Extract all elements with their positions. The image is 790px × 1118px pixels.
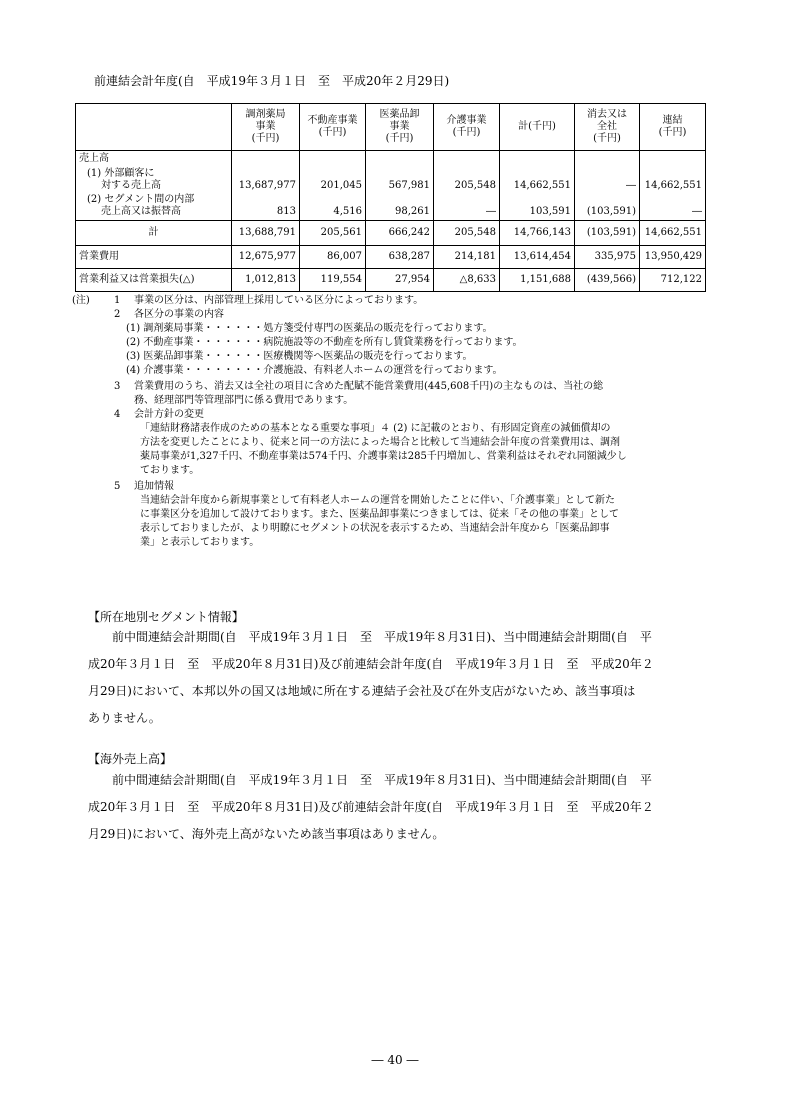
overseas-sales-heading: 【海外売上高】 [88, 752, 173, 766]
table-cell: 666,242 [366, 221, 434, 246]
header-text: (千円) [593, 133, 621, 144]
note-1 [72, 294, 722, 308]
paragraph-line: 成20年３月１日 至 平成20年８月31日)及び前連結会計年度(自 平成19年３月１日 至 平成20年２ [88, 657, 654, 671]
header-consolidated [640, 104, 706, 151]
table-row [76, 151, 706, 167]
table-cell: 14,662,551 [640, 166, 706, 192]
table-cell: 27,954 [366, 269, 434, 292]
table-cell: 205,548 [434, 221, 500, 246]
note-text: 務、経理部門等管理部門に係る費用であります。 [134, 395, 354, 406]
table-cell: 98,261 [366, 192, 434, 221]
note-number: 3 [114, 381, 121, 392]
table-row [76, 269, 706, 292]
row-label-line: 対する売上高 [101, 180, 161, 191]
overseas-sales-body [88, 767, 716, 848]
header-blank [76, 104, 232, 151]
table-cell: (103,591) [575, 192, 640, 221]
header-text: 連結 [662, 115, 683, 126]
header-text: 不動産事業 [307, 115, 358, 126]
paragraph-line: 月29日)において、海外売上高がないため該当事項はありません。 [88, 827, 445, 841]
note-3 [72, 380, 722, 394]
row-label-external [76, 166, 232, 192]
table-cell: 813 [232, 192, 300, 221]
note-4-line: 「連結財務諸表作成のための基本となる重要な事項」４ (2) に記載のとおり、有形固定資産の減価償却の [140, 423, 611, 434]
header-text: (千円) [385, 133, 414, 144]
note-4 [72, 408, 722, 422]
header-text: 計(千円) [518, 121, 556, 132]
note-text: 会計方針の変更 [134, 409, 204, 420]
table-cell: 103,591 [500, 192, 575, 221]
note-text: 営業費用のうち、消去又は全社の項目に含めた配賦不能営業費用(445,608千円)の主なものは、当社の総 [134, 381, 604, 392]
table-row [76, 246, 706, 269]
table-cell: △8,633 [434, 269, 500, 292]
table-header-row [76, 104, 706, 151]
note-number: 5 [114, 481, 121, 492]
note-text: 追加情報 [134, 481, 174, 492]
location-segment-body [88, 624, 716, 732]
segment-table [75, 103, 706, 292]
header-text: 医薬品卸 [379, 109, 420, 120]
note-2-item: (3) 医薬品卸事業・・・・・・医療機関等へ医薬品の販売を行っております。 [126, 351, 473, 362]
table-cell: (103,591) [575, 221, 640, 246]
note-5-line: 当連結会計年度から新規事業として有料老人ホームの運営を開始したことに伴い、「介護事業」として新た [140, 495, 615, 506]
table-row [76, 166, 706, 192]
row-label-line: (2) セグメント間の内部 [87, 194, 195, 205]
period-title: 前連結会計年度(自 平成19年３月１日 至 平成20年２月29日) [94, 74, 450, 88]
note-2-item: (2) 不動産事業・・・・・・・病院施設等の不動産を所有し賃貸業務を行っております。 [126, 337, 523, 348]
header-pharma-wholesale [366, 104, 434, 151]
paragraph-line: ありません。 [88, 711, 161, 725]
note-number: 4 [114, 409, 121, 420]
location-segment-heading: 【所在地別セグメント情報】 [88, 610, 244, 624]
row-label-operating-profit: 営業利益又は営業損失(△) [76, 269, 232, 292]
header-text: 事業 [389, 121, 410, 132]
paragraph-line: 月29日)において、本邦以外の国又は地域に所在する連結子会社及び在外支店がないため、該当事項は [88, 684, 636, 698]
page-number: ― 40 ― [371, 1053, 419, 1067]
table-cell: 205,548 [434, 166, 500, 192]
table-cell: 638,287 [366, 246, 434, 269]
table-cell: ― [640, 192, 706, 221]
note-5-line: 表示しておりましたが、より明瞭にセグメントの状況を表示するため、当連結会計年度から「医薬品卸事 [140, 523, 610, 534]
note-text: 各区分の事業の内容 [134, 309, 224, 320]
header-text: 介護事業 [446, 115, 487, 126]
row-label-total: 計 [76, 221, 232, 246]
table-row [76, 221, 706, 246]
row-label-line: 売上高又は振替高 [101, 206, 181, 217]
note-5-line: 業」と表示しております。 [140, 537, 260, 548]
row-label-operating-expenses: 営業費用 [76, 246, 232, 269]
row-label-sales: 売上高 [76, 151, 232, 167]
table-cell: 214,181 [434, 246, 500, 269]
table-cell: 12,675,977 [232, 246, 300, 269]
table-cell: ― [575, 166, 640, 192]
paragraph-line: 成20年３月１日 至 平成20年８月31日)及び前連結会計年度(自 平成19年３月１日 至 平成20年２ [88, 800, 654, 814]
note-5 [72, 480, 722, 494]
table-cell: 86,007 [300, 246, 366, 269]
notes-head: (注) [72, 295, 90, 306]
paragraph-line: 前中間連結会計期間(自 平成19年３月１日 至 平成19年８月31日)、当中間連結会計期間(自 平 [112, 630, 652, 644]
note-2 [72, 308, 722, 322]
table-cell: 14,662,551 [500, 166, 575, 192]
header-text: (千円) [658, 127, 687, 138]
table-cell: 1,012,813 [232, 269, 300, 292]
header-subtotal [500, 104, 575, 151]
row-label-line: (1) 外部顧客に [87, 168, 155, 179]
table-cell: ― [434, 192, 500, 221]
header-text: (千円) [251, 133, 280, 144]
table-cell: 201,045 [300, 166, 366, 192]
table-cell: 13,687,977 [232, 166, 300, 192]
header-text: 事業 [255, 121, 276, 132]
note-4-line: 薬局事業が1,327千円、不動産事業は574千円、介護事業は285千円増加し、営業利益はそれぞれ同額減少し [140, 451, 627, 462]
header-text: 消去又は [587, 109, 627, 120]
header-dispensing-pharmacy [232, 104, 300, 151]
note-4-line: 方法を変更したことにより、従来と同一の方法によった場合と比較して当連結会計年度の営業費用は、調剤 [140, 437, 620, 448]
table-cell: 14,766,143 [500, 221, 575, 246]
header-elimination [575, 104, 640, 151]
table-cell: 1,151,688 [500, 269, 575, 292]
table-cell: (439,566) [575, 269, 640, 292]
table-cell: 14,662,551 [640, 221, 706, 246]
header-real-estate [300, 104, 366, 151]
header-text: (千円) [452, 127, 481, 138]
note-number: 2 [114, 309, 121, 320]
row-label-internal [76, 192, 232, 221]
table-cell: 205,561 [300, 221, 366, 246]
table-cell: 13,950,429 [640, 246, 706, 269]
note-2-item: (4) 介護事業・・・・・・・・介護施設、有料老人ホームの運営を行っております。 [126, 365, 503, 376]
table-cell: 567,981 [366, 166, 434, 192]
table-row [76, 192, 706, 221]
header-text: 全社 [597, 121, 617, 132]
note-number: 1 [114, 295, 121, 306]
table-cell: 13,614,454 [500, 246, 575, 269]
note-text: 事業の区分は、内部管理上採用している区分によっております。 [134, 295, 424, 306]
table-cell: 119,554 [300, 269, 366, 292]
note-4-line: ております。 [140, 465, 200, 476]
notes-block [72, 294, 722, 550]
header-text: 調剤薬局 [245, 109, 286, 120]
table-cell: 4,516 [300, 192, 366, 221]
paragraph-line: 前中間連結会計期間(自 平成19年３月１日 至 平成19年８月31日)、当中間連結会計期間(自 平 [112, 773, 652, 787]
table-cell: 13,688,791 [232, 221, 300, 246]
header-nursing-care [434, 104, 500, 151]
table-cell: 335,975 [575, 246, 640, 269]
note-2-item: (1) 調剤薬局事業・・・・・・処方箋受付専門の医薬品の販売を行っております。 [126, 323, 493, 334]
note-5-line: に事業区分を追加して設けております。また、医薬品卸事業につきましては、従来「その他の事業」として [140, 509, 619, 520]
header-text: (千円) [318, 127, 347, 138]
table-cell: 712,122 [640, 269, 706, 292]
